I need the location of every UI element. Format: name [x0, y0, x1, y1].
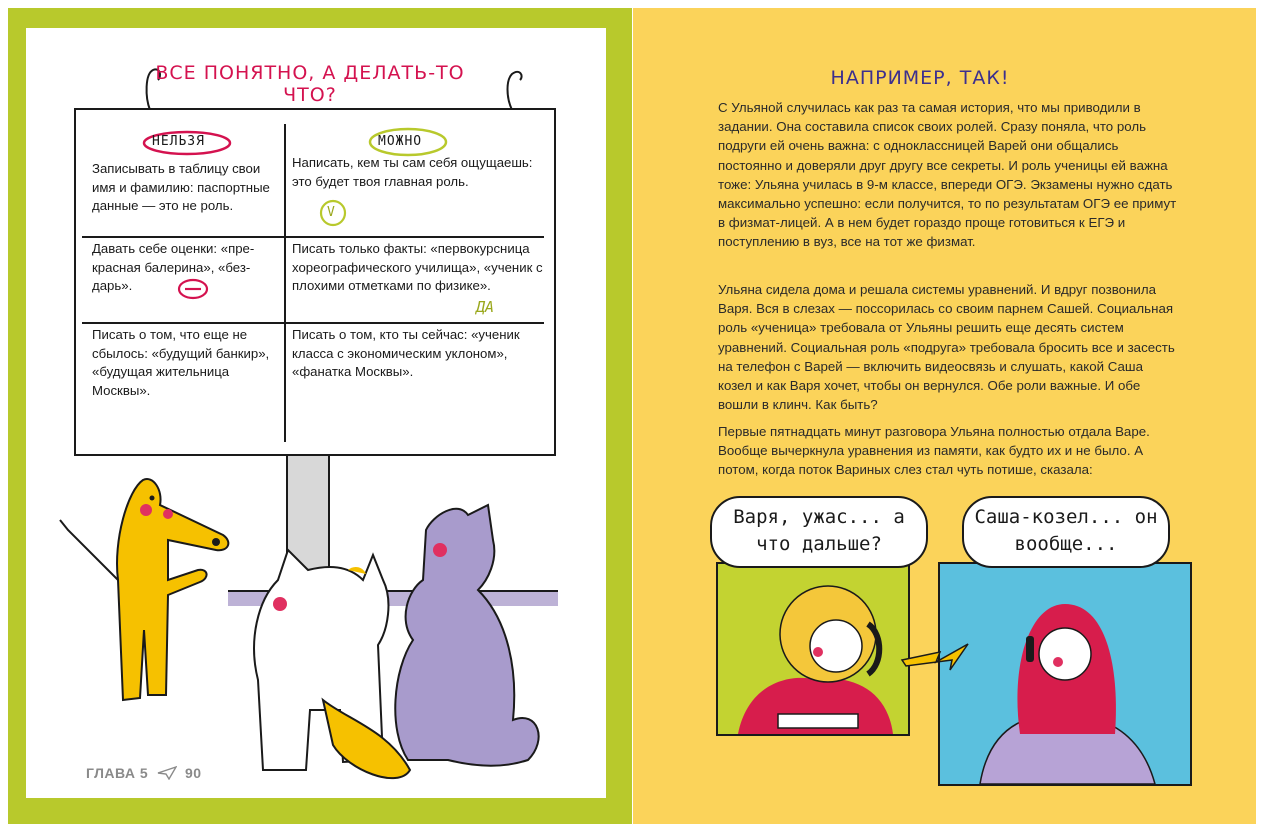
- footer-chapter: ГЛАВА 5: [86, 765, 149, 781]
- board-column-divider: [284, 124, 286, 442]
- board-title: ВСЕ ПОНЯТНО, А ДЕЛАТЬ-ТО ЧТО?: [155, 62, 465, 106]
- right-heading: НАПРИМЕР, ТАК!: [830, 67, 1010, 89]
- board-row-divider: [82, 322, 544, 324]
- rule-forbidden-3: Писать о том, что еще не сбылось: «будущий банкир», «будущая жительница Москвы».: [92, 327, 270, 398]
- lightning-icon: [900, 630, 970, 674]
- girl-with-curly-hair-illustration: [718, 564, 908, 734]
- footer-page-number: 90: [185, 765, 202, 781]
- grey-cat-illustration: [395, 505, 538, 766]
- rules-board: [74, 108, 556, 456]
- yes-scribble: ДА: [476, 298, 495, 316]
- dog-illustration: [60, 479, 228, 700]
- rule-forbidden-2: Давать себе оценки: «прекрасная балерина», «бездарь».: [92, 241, 255, 293]
- comic-panel-right: [938, 562, 1192, 786]
- paper-plane-icon: [157, 766, 177, 780]
- cartoon-animals-illustration: [48, 470, 548, 790]
- rule-allowed-1: Написать, кем ты сам себя ощущаешь: это будет твоя главная роль.: [292, 155, 533, 189]
- page-footer: [86, 765, 202, 781]
- rule-forbidden-1: Записывать в таблицу свои имя и фамилию: паспортные данные — это не роль.: [92, 161, 270, 213]
- rule-allowed-3: Писать о том, кто ты сейчас: «ученик класса с экономическим уклоном», «фанатка Москвы».: [292, 327, 520, 379]
- white-cat-illustration: [254, 550, 410, 778]
- girl-with-red-hair-illustration: [940, 564, 1190, 784]
- speech-bubble-left: Варя, ужас... а что дальше?: [710, 496, 928, 568]
- paragraph-2: Ульяна сидела дома и решала системы уравнений. И вдруг позвонила Варя. Вся в слезах — поссорилась со своим парнем Сашей. Социальная роль «ученица» требовала от Ульяны решить еще десять систем уравнений. Социальная роль «подруга» требовала бросить все и засесть на телефон с Варей — включить видеосвязь и слушать, какой Саша козел и как Варя хочет, чтобы он вернулся. Обе роли важные. И обе вошли в клинч. Как быть?: [718, 282, 1175, 413]
- rule-allowed-2: Писать только факты: «первокурсница хореографического училища», «ученик с плохими отметками по физике».: [292, 241, 543, 293]
- speech-bubble-right: Саша-козел... он вообще...: [962, 496, 1170, 568]
- minus-circle-icon: [176, 278, 210, 300]
- paragraph-3: Первые пятнадцать минут разговора Ульяна полностью отдала Варе. Вообще вычеркнула уравнения из памяти, как будто их и не было. А потом, когда поток Вариных слез стал чуть потише, сказала:: [718, 424, 1150, 478]
- board-row-divider: [82, 236, 544, 238]
- comic-panel-left: [716, 562, 910, 736]
- column-allowed: МОЖНО: [378, 134, 423, 149]
- check-mark: V: [327, 205, 335, 220]
- column-forbidden: НЕЛЬЗЯ: [152, 134, 205, 149]
- paragraph-1: С Ульяной случилась как раз та самая история, что мы приводили в задании. Она составила список своих ролей. Сразу поняла, что роль подруги ей очень важна: с одноклассницей Варей они общались постоянно и доверяли друг другу все секреты. И роль ученицы ей важна тоже: Ульяна училась в 9-м классе, впереди ОГЭ. Экзамены нужно сдать максимально успешно: если получится, то по результатам ОГЭ ее примут в физмат-лицей. А в нем будет гораздо проще готовиться к ЕГЭ и поступлению в вуз, все на тот же физмат.: [718, 100, 1177, 250]
